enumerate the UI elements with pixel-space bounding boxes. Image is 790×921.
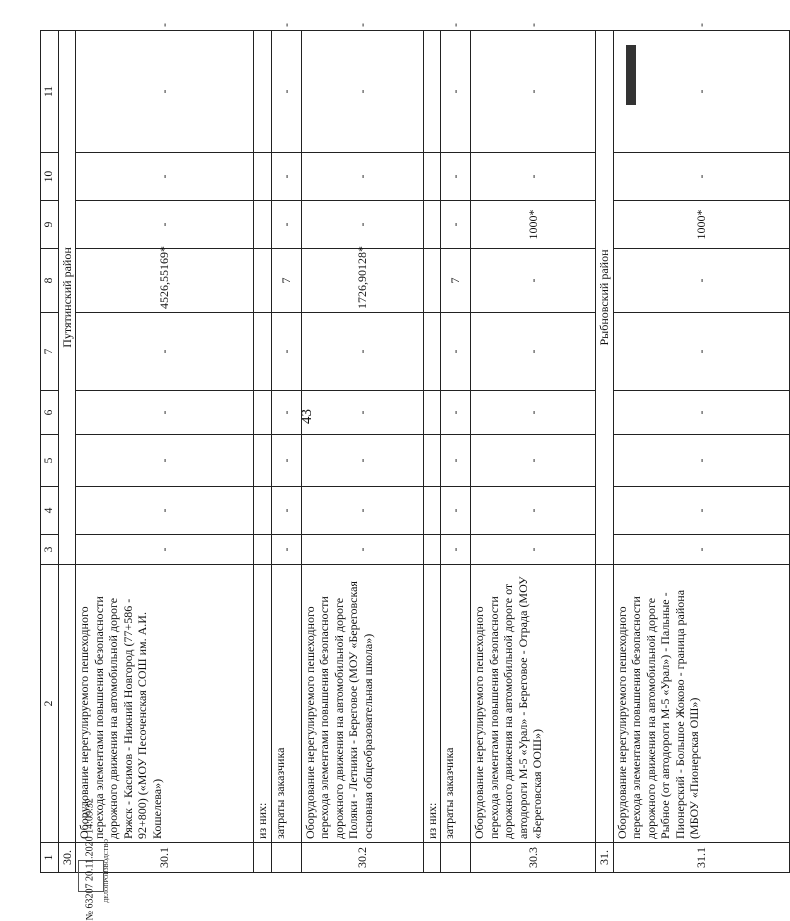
section-number: 30. <box>58 843 76 873</box>
cell-col-10 <box>423 153 441 201</box>
main-table <box>40 23 790 873</box>
cell-col-5 <box>423 435 441 487</box>
cell-col-7: - <box>271 313 301 391</box>
cell-col-9: 1000* <box>471 201 596 249</box>
doc-number: № 63207 <box>84 883 96 921</box>
cell-col-4 <box>423 487 441 535</box>
table-row: 31.1 Оборудование нерегулируемого пешеходного перехода элементами повышения безопасности дорожного движения на автомобильной дороге Рыбное (от автодороги М-5 «Урал») - Пальные - Пионерский - Большое Жоково - граница района (МБОУ «Пионерская ОШ») - - - - - - 1000* - - - <box>613 31 789 873</box>
row-number <box>254 843 272 873</box>
cell-col-11: - <box>613 31 789 153</box>
header-row <box>41 31 59 873</box>
document-footer <box>70 690 110 921</box>
cell-col-5: - <box>301 435 423 487</box>
cell-col-4: - <box>613 487 789 535</box>
cell-col-10: - <box>301 153 423 201</box>
cell-col-10: - <box>471 153 596 201</box>
cell-col-3: - <box>76 535 254 565</box>
cell-col-7: - <box>613 313 789 391</box>
cell-col-11: - <box>301 31 423 153</box>
cell-col-8 <box>254 249 272 313</box>
cell-col-4: - <box>471 487 596 535</box>
row-number: 30.3 <box>471 843 596 873</box>
cell-col-8: - <box>613 249 789 313</box>
cell-col-6: - <box>471 391 596 435</box>
row-number <box>441 843 471 873</box>
cell-col-8: 7 <box>271 249 301 313</box>
rotated-table-container <box>40 23 708 873</box>
cell-col-10: - <box>271 153 301 201</box>
row-description: из них: <box>423 565 441 843</box>
cell-col-11: - <box>271 31 301 153</box>
cell-col-7 <box>423 313 441 391</box>
section-number: 31. <box>596 843 614 873</box>
cell-col-4: - <box>271 487 301 535</box>
cell-col-7: - <box>441 313 471 391</box>
row-number: 30.1 <box>76 843 254 873</box>
col-header-6: 6 <box>41 391 59 435</box>
cell-col-6: - <box>76 391 254 435</box>
table-row: 30.2 Оборудование нерегулируемого пешеходного перехода элементами повышения безопасности дорожного движения на автомобильной дороге Поляки - Летники - Береговое (МОУ «Береговская основная общеобразовательная школа») - - - - - 1726,90128* - - - - <box>301 31 423 873</box>
row-number: 30.2 <box>301 843 423 873</box>
cell-col-7: - <box>471 313 596 391</box>
cell-col-10: - <box>76 153 254 201</box>
stamp-label: ДЕЛОПРОИЗВОДСТВО <box>103 839 110 903</box>
col-header-3: 3 <box>41 535 59 565</box>
cell-col-6: - <box>613 391 789 435</box>
table-row <box>423 31 441 873</box>
row-description: Оборудование нерегулируемого пешеходного перехода элементами повышения безопасности дорожного движения на автомобильной дороге Ряжск - Касимов - Нижний Новгород (77+586 - 92+800) («МОУ Песоченская СОШ им. А.И. Кошелева») <box>76 565 254 843</box>
cell-col-9: - <box>301 201 423 249</box>
col-header-8: 8 <box>41 249 59 313</box>
cell-col-4: - <box>76 487 254 535</box>
cell-col-10: - <box>613 153 789 201</box>
region-name: Путятинский район <box>58 31 76 565</box>
cell-col-8: 7 <box>441 249 471 313</box>
cell-col-3: - <box>271 535 301 565</box>
col-header-7: 7 <box>41 313 59 391</box>
cell-col-9: - <box>441 201 471 249</box>
table-body <box>41 23 790 873</box>
cell-col-3: - <box>301 535 423 565</box>
region-name: Рыбновский район <box>596 31 614 565</box>
row-description: из них: <box>254 565 272 843</box>
doc-timestamp: 20.11.2020 14:09:32 <box>84 798 96 881</box>
cell-col-6: - <box>301 391 423 435</box>
cell-col-8 <box>423 249 441 313</box>
cell-col-4 <box>254 487 272 535</box>
cell-col-11: - <box>471 31 596 153</box>
cell-col-3: - <box>613 535 789 565</box>
cell-col-11 <box>254 31 272 153</box>
cell-col-5: - <box>271 435 301 487</box>
cell-col-8: 4526,55169* <box>76 249 254 313</box>
cell-col-4: - <box>301 487 423 535</box>
cell-col-3 <box>254 535 272 565</box>
row-description: Оборудование нерегулируемого пешеходного перехода элементами повышения безопасности дорожного движения на автомобильной дороге Рыбное (от автодороги М-5 «Урал») - Пальные - Пионерский - Большое Жоково - граница района (МБОУ «Пионерская ОШ») <box>613 565 789 843</box>
col-header-1: 1 <box>41 843 59 873</box>
cell-col-9 <box>423 201 441 249</box>
cell-col-5: - <box>613 435 789 487</box>
row-number <box>271 843 301 873</box>
cell-col-9 <box>254 201 272 249</box>
row-description: Оборудование нерегулируемого пешеходного перехода элементами повышения безопасности дорожного движения на автомобильной дороге Поляки - Летники - Береговое (МОУ «Береговская основная общеобразовательная школа») <box>301 565 423 843</box>
col-header-2: 2 <box>41 565 59 843</box>
cell-col-6 <box>423 391 441 435</box>
cell-col-7: - <box>301 313 423 391</box>
table-row: затраты заказчика - - - - - 7 - - - - <box>441 31 471 873</box>
cell-col-9: - <box>271 201 301 249</box>
col-header-10: 10 <box>41 153 59 201</box>
cell-col-11: - <box>441 31 471 153</box>
cell-col-7 <box>254 313 272 391</box>
table-row: 30.3 Оборудование нерегулируемого пешеходного перехода элементами повышения безопасности дорожного движения на автомобильной дороге от автодороги М-5 «Урал» - Береговое - Отрада (МОУ «Береговская ООШ») - - - - - - 1000* - - - <box>471 31 596 873</box>
cell-col-6: - <box>441 391 471 435</box>
cell-col-8: 1726,90128* <box>301 249 423 313</box>
cell-col-3 <box>423 535 441 565</box>
cell-col-10: - <box>441 153 471 201</box>
cell-col-9: 1000* <box>613 201 789 249</box>
page-number: 43 <box>299 409 315 424</box>
section-row <box>596 31 614 873</box>
col-header-4: 4 <box>41 487 59 535</box>
cell-col-5: - <box>76 435 254 487</box>
cell-col-4: - <box>441 487 471 535</box>
table-row: затраты заказчика - - - - - 7 - - - - <box>271 31 301 873</box>
col-header-9: 9 <box>41 201 59 249</box>
cell-col-5: - <box>471 435 596 487</box>
section-blank <box>596 565 614 843</box>
cell-col-9: - <box>76 201 254 249</box>
cell-col-7: - <box>76 313 254 391</box>
row-number <box>423 843 441 873</box>
table-row: 30.1 Оборудование нерегулируемого пешеходного перехода элементами повышения безопасности дорожного движения на автомобильной дороге Ряжск - Касимов - Нижний Новгород (77+586 - 92+800) («МОУ Песоченская СОШ им. А.И. Кошелева») - - - - - 4526,55169* - - - - <box>76 31 254 873</box>
row-number: 31.1 <box>613 843 789 873</box>
table-row <box>254 31 272 873</box>
cell-col-6: - <box>271 391 301 435</box>
cell-col-6 <box>254 391 272 435</box>
registration-info <box>85 691 96 921</box>
cell-col-10 <box>254 153 272 201</box>
col-header-11: 11 <box>41 31 59 153</box>
scan-mark <box>626 45 636 105</box>
cell-col-8: - <box>471 249 596 313</box>
cell-col-5: - <box>441 435 471 487</box>
cell-col-3: - <box>471 535 596 565</box>
cell-col-5 <box>254 435 272 487</box>
cell-col-3: - <box>441 535 471 565</box>
row-description: Оборудование нерегулируемого пешеходного перехода элементами повышения безопасности дорожного движения на автомобильной дороге от автодороги М-5 «Урал» - Береговое - Отрада (МОУ «Береговская ООШ») <box>471 565 596 843</box>
row-description: затраты заказчика <box>271 565 301 843</box>
col-header-5: 5 <box>41 435 59 487</box>
cell-col-11 <box>423 31 441 153</box>
cell-col-11: - <box>76 31 254 153</box>
row-description: затраты заказчика <box>441 565 471 843</box>
